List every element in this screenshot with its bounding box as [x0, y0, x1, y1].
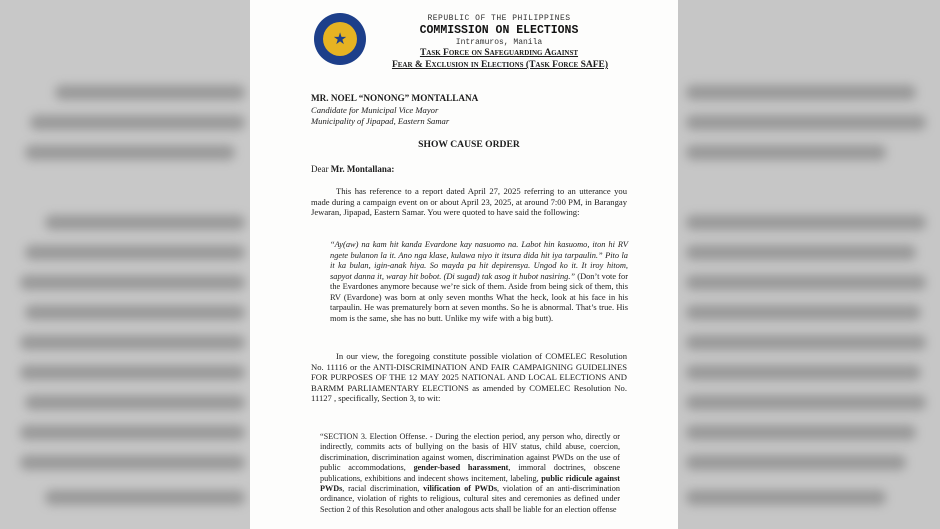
blurred-text-band: [686, 305, 921, 320]
addressee-position: Candidate for Municipal Vice Mayor: [311, 105, 439, 115]
blurred-text-band: [20, 425, 245, 440]
commission-heading: COMMISSION ON ELECTIONS: [419, 24, 579, 37]
section-3-excerpt: [320, 432, 620, 515]
section-text-1: “SECTION 3. Election Offense. - During the election period, any person who, directly or indirectly, commits acts of bullying on the basis of HIV status, child abuse, coercion, discrimination, discrimination against women, discrimination against PWDs on the use of public accommodations,: [320, 432, 620, 473]
paragraph-reference: This has reference to a report dated April 27, 2025 referring to an utterance you made during a campaign event on or about April 23, 2025, at around 7:00 PM, in Barangay Jewaran, Jipapad, Eastern Samar. You were quoted to have said the following:: [311, 186, 627, 218]
blurred-text-band: [30, 115, 245, 130]
addressee-name: MR. NOEL “NONONG” MONTALLANA: [311, 93, 479, 103]
republic-heading: REPUBLIC OF THE PHILIPPINES: [427, 14, 571, 23]
blurred-text-band: [686, 85, 916, 100]
blurred-background-right: [678, 0, 940, 529]
blurred-text-band: [686, 115, 926, 130]
blurred-text-band: [686, 455, 906, 470]
quote-english: (Don’t vote for the Evardones anymore because we’re sick of them. Aside from being sick of them, this RV (Evardone) was born at only seven months What the heck, look at his face in his tarpaulin. He was prematurely born at seven months. So he is abnormal. That’s true. His mom is the same, she has no butt. Unlike my wife with a big butt).: [330, 271, 628, 323]
paragraph-violation: In our view, the foregoing constitute possible violation of COMELEC Resolution No. 11116 or the ANTI-DISCRIMINATION AND FAIR CAMPAIGNING GUIDELINES FOR PURPOSES OF THE 12 MAY 2025 NATIONAL AND LOCAL ELECTIONS AND BARMM PARLIAMENTARY ELECTIONS as amended by COMELEC Resolution No. 11127 , specifically, Section 3, to wit:: [311, 351, 627, 404]
location-heading: Intramuros, Manila: [455, 38, 543, 47]
blurred-text-band: [20, 365, 245, 380]
salutation: [311, 164, 627, 175]
salutation-name: Mr. Montallana:: [330, 164, 395, 174]
comelec-seal-icon: [314, 13, 366, 65]
salutation-prefix: Dear: [311, 164, 331, 174]
section-text-3: , racial discrimination,: [342, 484, 424, 494]
taskforce-heading-line2: Fear & Exclusion in Elections (Task Force SAFE): [391, 60, 609, 70]
blurred-text-band: [686, 215, 926, 230]
blurred-text-band: [686, 395, 926, 410]
document-title: SHOW CAUSE ORDER: [418, 139, 520, 150]
blurred-text-band: [45, 215, 245, 230]
blurred-text-band: [686, 425, 916, 440]
taskforce-heading-line1: Task Force on Safeguarding Against: [419, 48, 579, 58]
blurred-text-band: [686, 245, 916, 260]
blurred-text-band: [686, 365, 921, 380]
quote-waray: “Ay(aw) na kam hit kanda Evardone kay nasuomo na. Labot hin kasuomo, iton hi RV ngete bulanon la it. Ano nga klase, kulawa niyo it itsura dida hit iya tarpaulin.” Pito la it ka bulan, igin-anak hiya. So mayda pa hit depirensya. Ungod ko it. It iroy hitom, sapyot danna it, waray hit bobot. (Di sugad) tak asog it hubot nasiring.”: [330, 240, 628, 281]
section-text-4: , violation of an anti-discrimination ordinance, violation of rights to religious, cultural sites and ceremonies as defined under Section 2 of this Resolution and other analogous acts shall be liable for an election offense: [320, 484, 620, 514]
blurred-text-band: [45, 490, 245, 505]
blurred-text-band: [25, 305, 245, 320]
document-page: [250, 0, 678, 529]
blurred-text-band: [686, 275, 926, 290]
blurred-text-band: [25, 395, 245, 410]
blurred-text-band: [25, 245, 245, 260]
seal-center: ★: [323, 22, 357, 56]
blurred-text-band: [686, 145, 886, 160]
blurred-text-band: [55, 85, 245, 100]
section-bold-2: public ridicule against PWDs: [320, 473, 620, 494]
blurred-text-band: [20, 275, 245, 290]
blurred-text-band: [20, 455, 245, 470]
blurred-text-band: [686, 335, 926, 350]
blurred-text-band: [686, 490, 886, 505]
section-bold-3: vilification of PWDs: [423, 484, 498, 494]
blurred-background-left: [0, 0, 250, 529]
blurred-text-band: [20, 335, 245, 350]
section-text-2: , immoral doctrines, obscene publications, exhibitions and indecent shows incitement, labeling,: [320, 463, 620, 483]
addressee-municipality: Municipality of Jipapad, Eastern Samar: [311, 116, 450, 126]
blurred-text-band: [25, 145, 235, 160]
section-bold-1: gender-based harassment: [413, 463, 509, 473]
quoted-utterance: [330, 240, 628, 324]
